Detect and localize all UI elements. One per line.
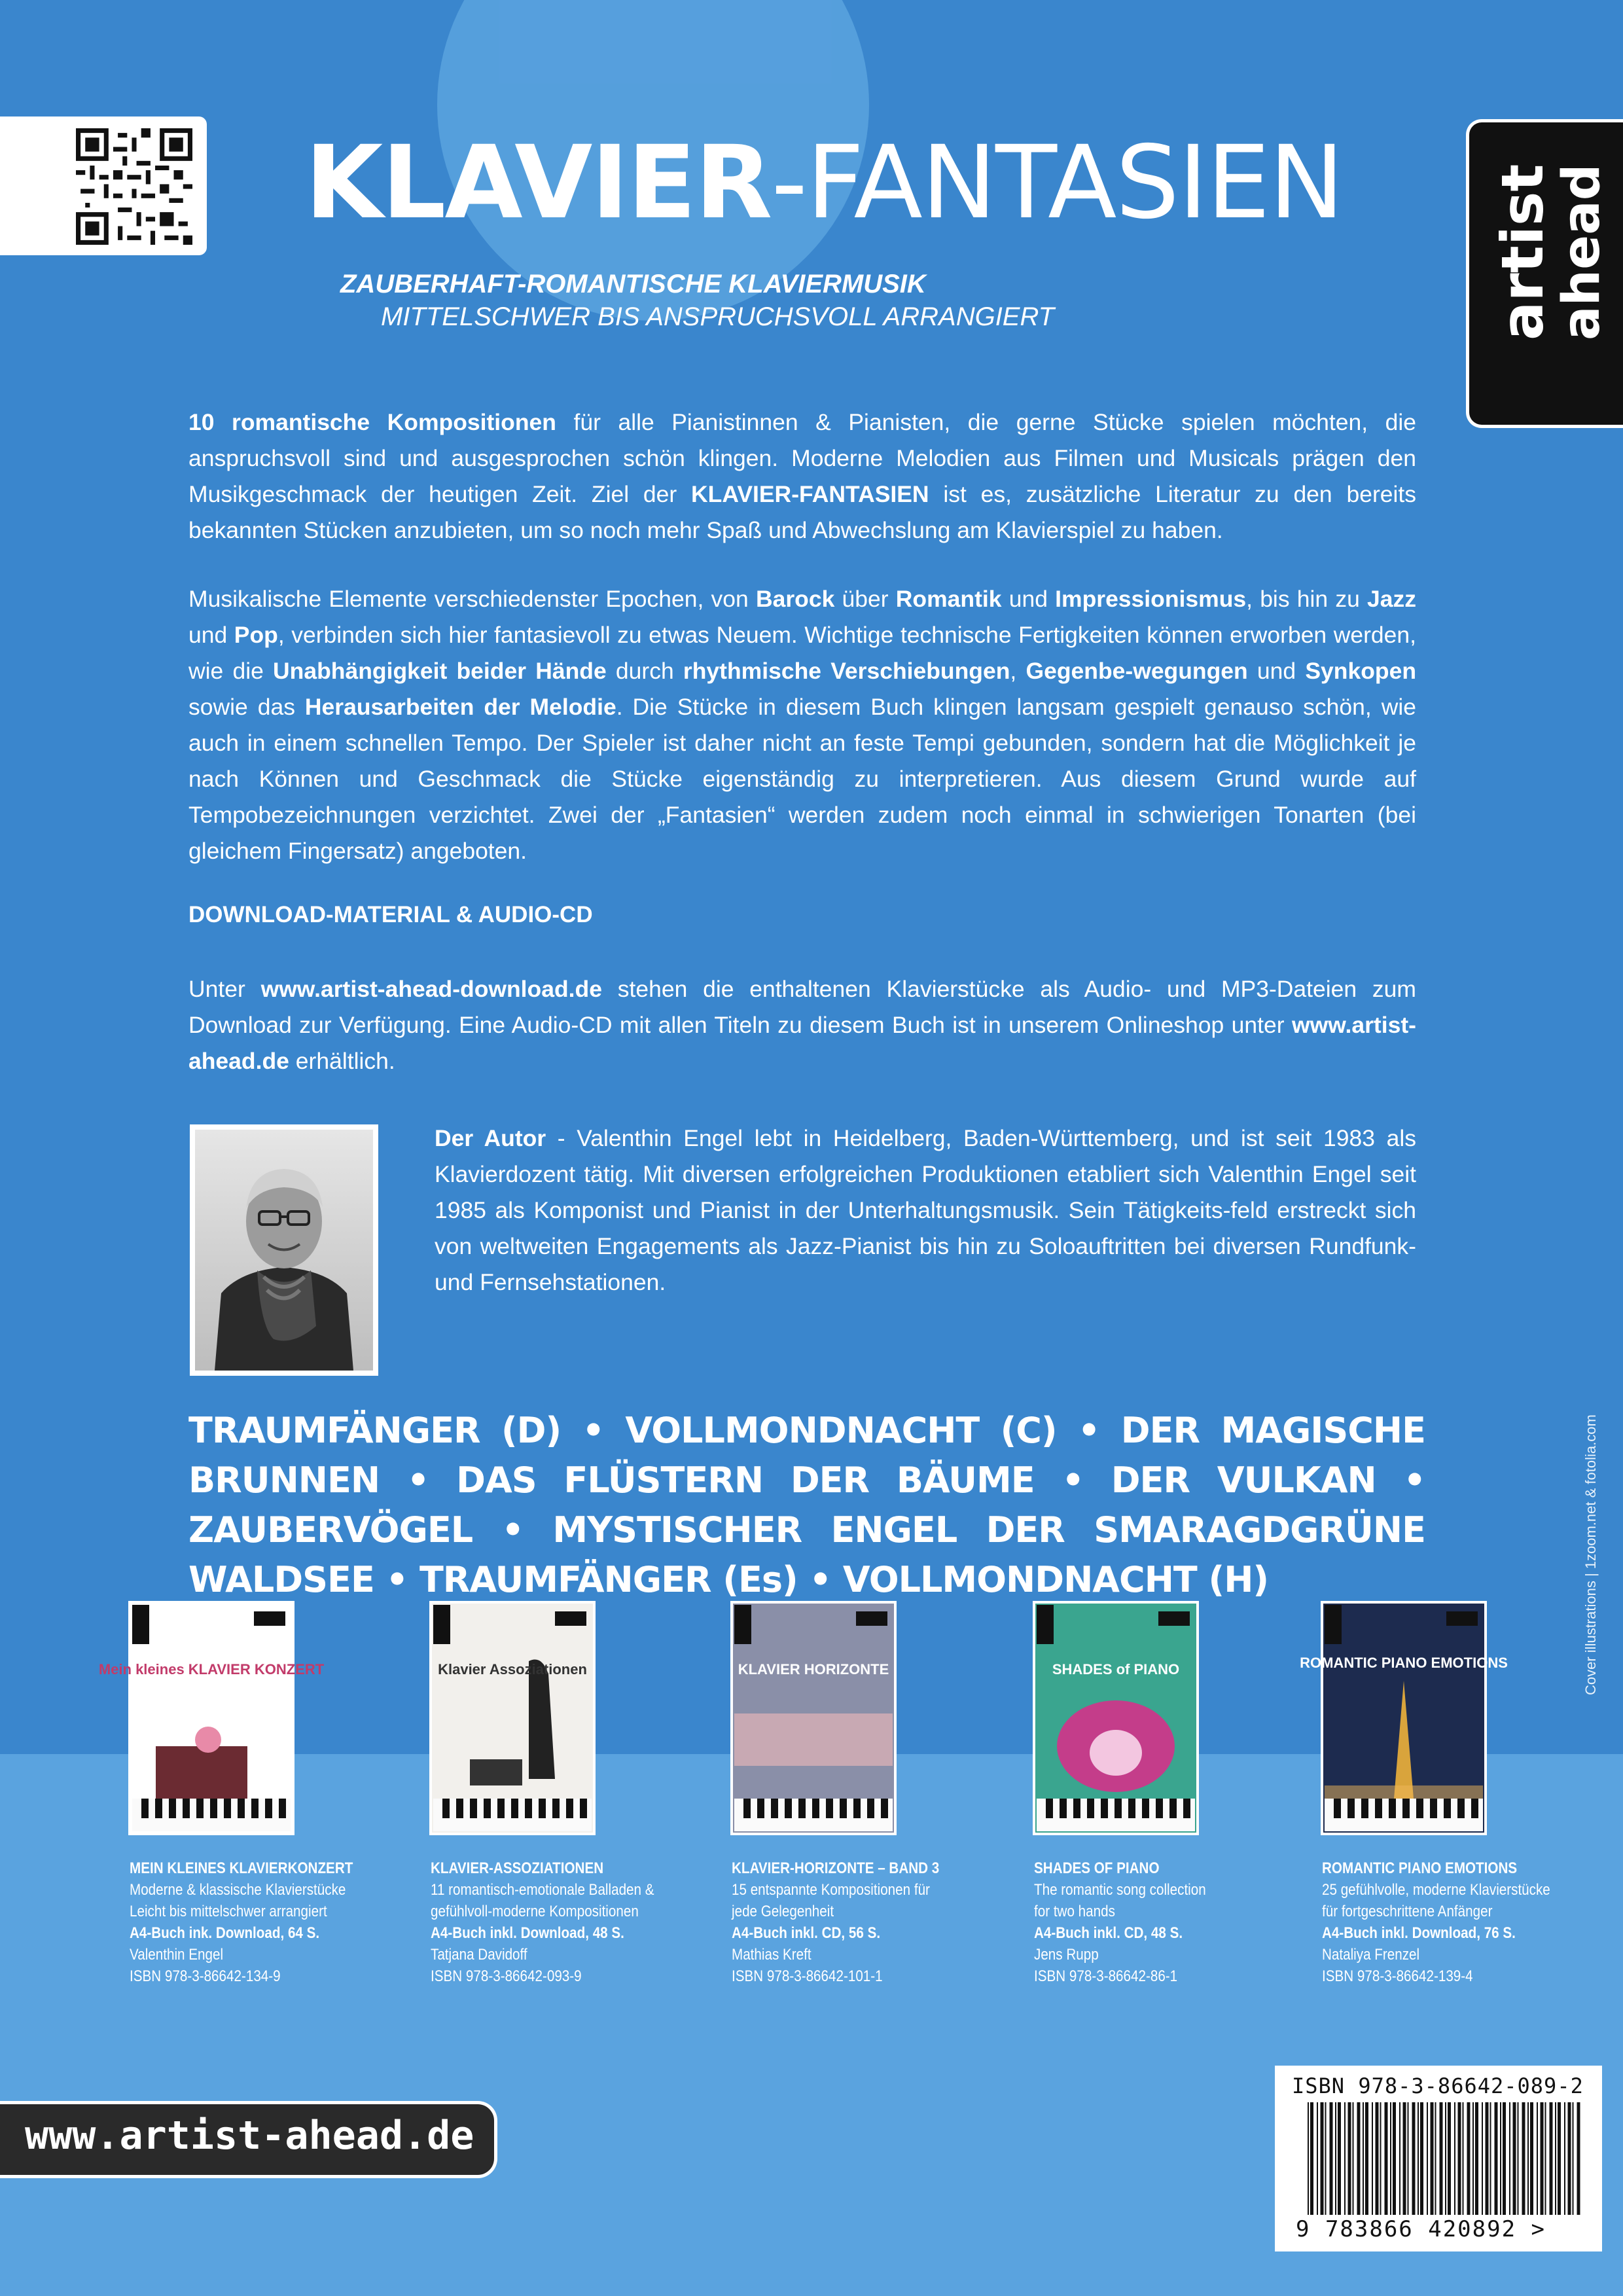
qr-code-icon[interactable] [76, 128, 192, 245]
isbn-label: ISBN 978-3-86642-089-2 [1292, 2073, 1584, 2098]
bold-text: Unabhängigkeit beider Hände [273, 658, 607, 684]
text-run: und [1001, 586, 1056, 612]
barcode-icon [1308, 2102, 1585, 2215]
text-run: sowie das [188, 694, 305, 720]
bold-text: Herausarbeiten der Melodie [304, 694, 616, 720]
book-info [130, 1857, 366, 1987]
website-url[interactable]: www.artist-ahead.de [25, 2113, 474, 2159]
book-isbn: ISBN 978-3-86642-139-4 [1322, 1967, 1473, 1985]
artist-ahead-logo-icon [1489, 164, 1611, 340]
text-run: , bis hin zu [1246, 586, 1367, 612]
book-format: A4-Buch inkl. Download, 48 S. [431, 1924, 624, 1942]
book-title: KLAVIER-ASSOZIATIONEN [431, 1859, 604, 1877]
cover-illustrations-credit: Cover illustrations | 1zoom.net & fotolia.com [1582, 1414, 1599, 1695]
book-format: A4-Buch inkl. CD, 56 S. [732, 1924, 881, 1942]
book-isbn: ISBN 978-3-86642-093-9 [431, 1967, 582, 1985]
book-line1: 25 gefühlvolle, moderne Klavierstücke [1322, 1881, 1550, 1899]
download-heading: DOWNLOAD-MATERIAL & AUDIO-CD [188, 902, 593, 927]
svg-text:Klavier Assoziationen: Klavier Assoziationen [438, 1661, 587, 1677]
book-isbn: ISBN 978-3-86642-101-1 [732, 1967, 883, 1985]
text-run: und [188, 622, 234, 648]
book-author: Mathias Kreft [732, 1946, 812, 1964]
description-paragraph-1 [188, 404, 1416, 548]
logo-line1: artist [1489, 164, 1556, 340]
text-run: , [1010, 658, 1026, 684]
subtitle-line2: MITTELSCHWER BIS ANSPRUCHSVOLL ARRANGIERT [381, 302, 1055, 331]
text-run: für alle Pianistinnen & Pianisten, die gerne Stücke spielen möchten, die anspruchsvoll sind und ausgesprochen schön klingen. Moderne Melodien aus Filmen und Musicals prägen den Musikgeschmack der heutigen Zeit. Ziel der [188, 409, 1417, 507]
book-info [431, 1857, 667, 1987]
book-line1: The romantic song collection [1034, 1881, 1206, 1899]
bold-text: Impressionismus [1055, 586, 1247, 612]
text-run: . Die Stücke in diesem Buch klingen langsam gespielt genauso schön, wie auch in einem schnellen Tempo. Der Spieler ist daher nicht an feste Tempi gebunden, sondern hat die Möglichkeit je nach Können und Geschmack die Stücke eigenständig zu interpretieren. Aus diesem Grund wurde auf Tempobezeichnungen verzichtet. Zwei der „Fantasien“ werden zudem noch einmal in schwierigen Tonarten (bei gleichem Fingersatz) angeboten. [188, 694, 1416, 864]
book-line2: für fortgeschrittene Anfänger [1322, 1903, 1493, 1920]
text-run: stehen die enthaltenen Klavierstücke als Audio- und MP3-Dateien zum Download zur Verfügung. Eine Audio-CD mit allen Titeln zu diesem Buch ist in unserem Onlineshop unter [188, 976, 1416, 1038]
book-title: KLAVIER-HORIZONTE – BAND 3 [732, 1859, 940, 1877]
book-title: SHADES OF PIANO [1034, 1859, 1160, 1877]
bold-text: www.artist-ahead.de [188, 1012, 1416, 1074]
book-line1: Moderne & klassische Klavierstücke [130, 1881, 346, 1899]
bold-text: Romantik [895, 586, 1002, 612]
bold-text: 10 romantische Kompositionen [188, 409, 556, 435]
book-cover[interactable] [98, 1602, 325, 1834]
bold-text: Barock [755, 586, 835, 612]
bold-text: Pop [234, 622, 278, 648]
bold-text: rhythmische Verschiebungen [683, 658, 1010, 684]
book-format: A4-Buch inkl. CD, 48 S. [1034, 1924, 1183, 1942]
text-run: durch [606, 658, 683, 684]
book-info [1034, 1857, 1270, 1987]
book-author: Tatjana Davidoff [431, 1946, 527, 1964]
book-cover[interactable] [1300, 1602, 1508, 1834]
bold-text: KLAVIER-FANTASIEN [691, 481, 929, 507]
book-cover[interactable] [1034, 1602, 1198, 1834]
bold-text: Der Autor [435, 1125, 546, 1151]
book-cover[interactable] [431, 1602, 594, 1834]
logo-line2: ahead [1552, 164, 1611, 340]
book-cover[interactable] [732, 1602, 895, 1834]
subtitle-line1: ZAUBERHAFT-ROMANTISCHE KLAVIERMUSIK [340, 270, 926, 298]
book-line2: for two hands [1034, 1903, 1115, 1920]
text-run: erhältlich. [289, 1048, 395, 1074]
book-format: A4-Buch inkl. Download, 76 S. [1322, 1924, 1516, 1942]
download-paragraph [188, 971, 1416, 1079]
book-line2: jede Gelegenheit [732, 1903, 834, 1920]
svg-text:ROMANTIC PIANO EMOTIONS: ROMANTIC PIANO EMOTIONS [1300, 1655, 1508, 1671]
bold-text: Synkopen [1305, 658, 1417, 684]
author-photo [190, 1124, 378, 1376]
book-title: MEIN KLEINES KLAVIERKONZERT [130, 1859, 353, 1877]
title-thin: -FANTASIEN [771, 124, 1344, 242]
bold-text: Jazz [1367, 586, 1416, 612]
book-line1: 15 entspannte Kompositionen für [732, 1881, 930, 1899]
song-titles-list: TRAUMFÄNGER (D) • VOLLMONDNACHT (C) • DER MAGISCHE BRUNNEN • DAS FLÜSTERN DER BÄUME • DER VULKAN • ZAUBERVÖGEL • MYSTISCHER ENGEL DER SMARAGDGRÜNE WALDSEE • TRAUMFÄNGER (Es) • VOLLMONDNACHT (H) [188, 1410, 1425, 1600]
barcode-number: 9 783866 420892 > [1296, 2216, 1546, 2242]
page-title [305, 124, 1343, 242]
svg-text:SHADES of PIANO: SHADES of PIANO [1052, 1661, 1180, 1677]
text-run: und [1247, 658, 1306, 684]
svg-text:KLAVIER HORIZONTE: KLAVIER HORIZONTE [738, 1661, 889, 1677]
book-author: Valenthin Engel [130, 1946, 224, 1964]
book-line2: gefühlvoll-moderne Kompositionen [431, 1903, 639, 1920]
book-isbn: ISBN 978-3-86642-134-9 [130, 1967, 281, 1985]
description-paragraph-2 [188, 581, 1416, 869]
book-author: Nataliya Frenzel [1322, 1946, 1420, 1964]
book-isbn: ISBN 978-3-86642-86-1 [1034, 1967, 1178, 1985]
book-line2: Leicht bis mittelschwer arrangiert [130, 1903, 327, 1920]
text-run: Unter [188, 976, 261, 1002]
book-line1: 11 romantisch-emotionale Balladen & [431, 1881, 654, 1899]
book-format: A4-Buch ink. Download, 64 S. [130, 1924, 320, 1942]
svg-text:Mein kleines KLAVIER KONZERT: Mein kleines KLAVIER KONZERT [98, 1661, 325, 1677]
text-run: , verbinden sich hier fantasievoll zu etwas Neuem. Wichtige technische Fertigkeiten können erworben werden, wie die [188, 622, 1416, 684]
book-info [732, 1857, 968, 1987]
bold-text: Gegenbe-wegungen [1026, 658, 1248, 684]
book-author: Jens Rupp [1034, 1946, 1099, 1964]
text-run: über [834, 586, 896, 612]
text-run: - Valenthin Engel lebt in Heidelberg, Baden-Württemberg, und ist seit 1983 als Klavierdozent tätig. Mit diversen erfolgreichen Produktionen etabliert sich Valenthin Engel seit 1985 als Komponist und Pianist in der Unterhaltungsmusik. Sein Tätigkeits-feld erstreckt sich von weltweiten Engagements als Jazz-Pianist bis hin zu Soloauftritten bei diversen Rundfunk- und Fernsehstationen. [435, 1125, 1416, 1295]
author-bio [435, 1121, 1416, 1300]
title-bold: KLAVIER [305, 124, 772, 242]
bold-text: www.artist-ahead-download.de [260, 976, 602, 1002]
book-title: ROMANTIC PIANO EMOTIONS [1322, 1859, 1518, 1877]
text-run: Musikalische Elemente verschiedenster Epochen, von [188, 586, 756, 612]
text-run: ist es, zusätzliche Literatur zu den bereits bekannten Stücken anzubieten, um so noch mehr Spaß und Abwechslung am Klavierspiel zu haben. [188, 481, 1417, 543]
book-info [1322, 1857, 1558, 1987]
